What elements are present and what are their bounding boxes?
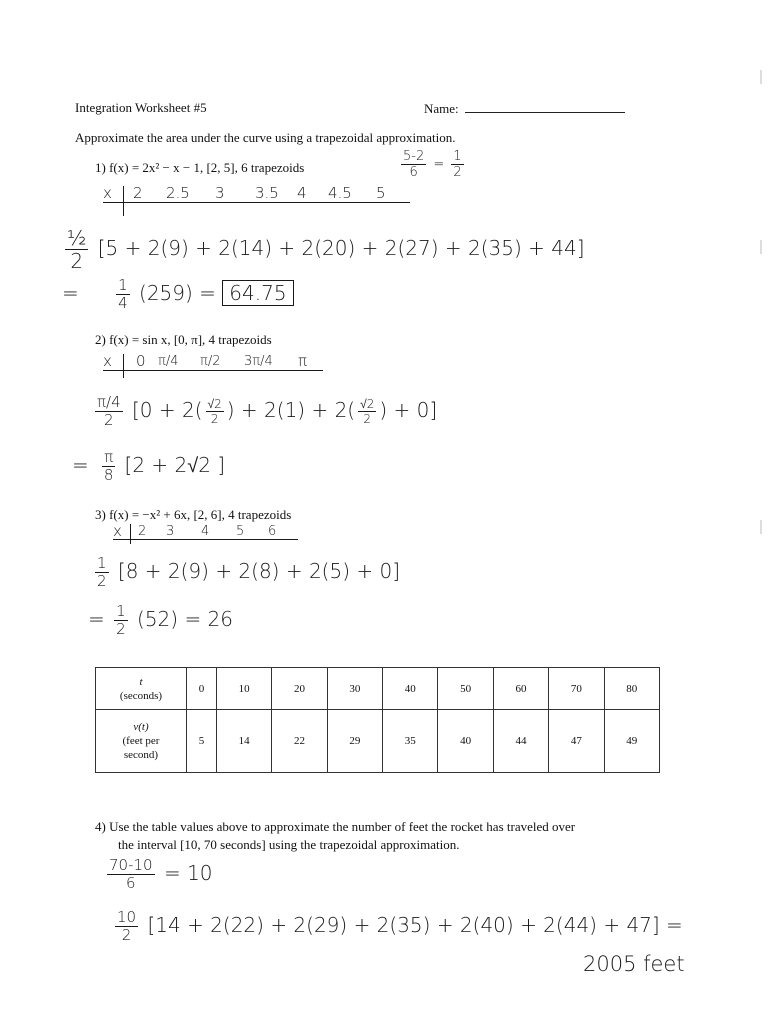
- table-cell: 10: [216, 668, 271, 710]
- scan-edge-mark: [760, 520, 762, 534]
- problem2-coefficient: $\frac{\pi/4}{2}$: [97, 393, 121, 429]
- problem3-table-rule: [113, 539, 298, 540]
- table-cell: 40: [438, 710, 493, 773]
- table-cell: 70: [549, 668, 604, 710]
- problem1-dx: $\frac{5-2}{6}$ = $\frac{1}{2}$: [403, 149, 462, 180]
- problem1-dx-result: $\frac{1}{2}$: [453, 149, 462, 180]
- problem1-dx-fraction: $\frac{5-2}{6}$: [403, 149, 425, 180]
- table-cell: 14: [216, 710, 271, 773]
- problem3-result-coefficient: $\frac{1}{2}$: [116, 602, 126, 638]
- table-cell: 40: [383, 668, 438, 710]
- problem2-x-pi-2: π/2: [200, 354, 221, 369]
- table-cell: 47: [549, 710, 604, 773]
- name-field: [424, 100, 625, 117]
- problem1-answer: 64.75: [222, 280, 293, 306]
- problem1-prompt: 1) f(x) = 2x² − x − 1, [2, 5], 6 trapezoids: [95, 160, 305, 175]
- problem2-x-0: 0: [136, 352, 146, 370]
- problem2-x-pi-4: π/4: [158, 354, 179, 369]
- problem3-x-3: 3: [166, 524, 175, 539]
- problem3-x-6: 6: [268, 524, 277, 539]
- table-cell: 50: [438, 668, 493, 710]
- problem1-coefficient: $\frac{\text{½}}{2}$: [67, 226, 87, 273]
- problem1-x-2: 2: [133, 184, 143, 202]
- problem1-sum-line: [62, 228, 585, 271]
- problem4-coefficient: $\frac{10}{2}$: [117, 908, 137, 944]
- table-cell: 80: [604, 668, 659, 710]
- problem3-x-2: 2: [138, 524, 147, 539]
- problem4-dx-fraction: $\frac{70-10}{6}$: [109, 856, 153, 892]
- table-cell: 22: [272, 710, 327, 773]
- problem2-root-fraction: $\frac{√2}{2}$: [207, 397, 222, 426]
- problem1-x-3-5: 3.5: [255, 184, 279, 202]
- problem4-dx: $\frac{70-10}{6}$ = 10: [109, 856, 213, 892]
- table-cell: 29: [327, 710, 382, 773]
- problem1-x-5: 5: [376, 184, 386, 202]
- problem3-prompt: 3) f(x) = −x² + 6x, [2, 6], 4 trapezoids: [95, 507, 292, 522]
- problem2-x-label: x: [103, 352, 112, 370]
- table-cell: 5: [187, 710, 217, 773]
- name-label: Name:: [424, 101, 459, 116]
- table-cell: 44: [493, 710, 548, 773]
- problem1-table-divider: [123, 186, 124, 216]
- table-row-velocity: [96, 710, 660, 773]
- problem3-x-4: 4: [201, 524, 210, 539]
- scan-edge-mark: [760, 70, 762, 84]
- time-header-cell: t (seconds): [96, 668, 187, 710]
- velocity-header-cell: v(t) (feet per second): [96, 710, 187, 773]
- problem1-result-line: = $\frac{1}{4}$ (259) = 64.75: [62, 278, 294, 311]
- problem1-result-coefficient: $\frac{1}{4}$: [118, 276, 128, 312]
- problem4-answer: 2005 feet: [583, 952, 685, 976]
- problem3-result-line: = $\frac{1}{2}$ (52) = 26: [88, 602, 234, 638]
- problem1-x-2-5: 2.5: [166, 184, 190, 202]
- problem2-prompt: 2) f(x) = sin x, [0, π], 4 trapezoids: [95, 332, 272, 347]
- problem2-result-coefficient: $\frac{\pi}{8}$: [103, 448, 114, 484]
- problem2-sum-line: $\frac{\pi/4}{2}$ [0 + 2( $\frac{√2}{2}$ ) + 2(1) + 2( $\frac{√2}{2}$ ) + 0]: [97, 393, 438, 429]
- problem1-x-3: 3: [215, 184, 225, 202]
- instructions: Approximate the area under the curve using a trapezoidal approximation.: [75, 130, 456, 145]
- problem2-x-3pi-4: 3π/4: [244, 354, 273, 369]
- table-cell: 0: [187, 668, 217, 710]
- name-line: [465, 100, 625, 113]
- problem3-sum-line: $\frac{1}{2}$ [8 + 2(9) + 2(8) + 2(5) + 0]: [97, 554, 401, 590]
- problem1-x-label: x: [103, 184, 112, 202]
- problem1-table-rule: [103, 202, 410, 203]
- table-cell: 35: [383, 710, 438, 773]
- worksheet-title: Integration Worksheet #5: [75, 100, 207, 115]
- scan-edge-mark: [760, 240, 762, 254]
- problem1-sum-expression: [5 + 2(9) + 2(14) + 2(20) + 2(27) + 2(35) + 44]: [97, 236, 585, 260]
- problem3-x-label: x: [113, 522, 122, 540]
- problem2-result-line: = $\frac{\pi}{8}$ [2 + 2√2 ]: [72, 448, 226, 484]
- table-row-time: [96, 668, 660, 710]
- problem4-prompt-line1: 4) Use the table values above to approximate the number of feet the rocket has traveled over: [95, 819, 576, 834]
- problem3-table-divider: [130, 524, 131, 544]
- table-cell: 30: [327, 668, 382, 710]
- problem4-sum-line: $\frac{10}{2}$ [14 + 2(22) + 2(29) + 2(35) + 2(40) + 2(44) + 47] =: [117, 908, 683, 944]
- problem2-x-pi: π: [298, 352, 308, 370]
- problem1-x-4-5: 4.5: [328, 184, 352, 202]
- problem3-coefficient: $\frac{1}{2}$: [97, 554, 107, 590]
- table-cell: 20: [272, 668, 327, 710]
- problem2-table-divider: [123, 354, 124, 378]
- problem4-prompt-line2: the interval [10, 70 seconds] using the trapezoidal approximation.: [118, 837, 460, 852]
- velocity-table: [95, 667, 660, 773]
- table-cell: 49: [604, 710, 659, 773]
- problem3-x-5: 5: [236, 524, 245, 539]
- problem2-root-fraction: $\frac{√2}{2}$: [360, 397, 375, 426]
- problem2-table-rule: [103, 370, 323, 371]
- problem3-answer: (52) = 26: [137, 607, 234, 631]
- table-cell: 60: [493, 668, 548, 710]
- problem1-x-4: 4: [297, 184, 307, 202]
